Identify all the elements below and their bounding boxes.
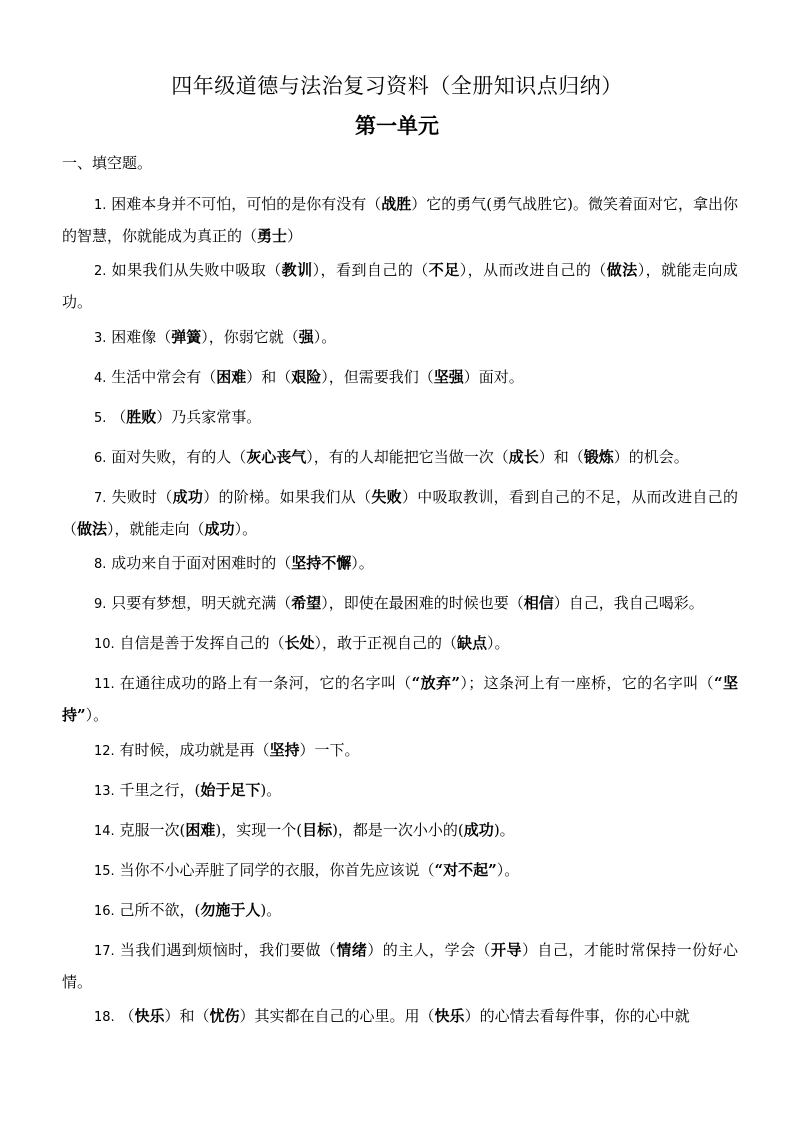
question-8: 8. 成功来自于面对困难时的（坚持不懈）。 bbox=[94, 554, 374, 572]
question-13: 13. 千里之行，(始于足下)。 bbox=[94, 781, 282, 799]
question-3: 3. 困难像（弹簧），你弱它就（强）。 bbox=[94, 328, 337, 346]
question-18: 18. （快乐）和（忧伤）其实都在自己的心里。用（快乐）的心情去看每件事，你的心中就 bbox=[94, 1007, 690, 1025]
question-11: 11. 在通往成功的路上有一条河，它的名字叫（“放弃”）；这条河上有一座桥，它的名字叫（“坚持”）。 bbox=[62, 674, 738, 724]
question-15: 15. 当你不小心弄脏了同学的衣服，你首先应该说（“对不起”）。 bbox=[94, 861, 520, 879]
question-6: 6. 面对失败，有的人（灰心丧气），有的人却能把它当做一次（成长）和（锻炼）的机会。 bbox=[94, 448, 689, 466]
question-4: 4. 生活中常会有（困难）和（艰险），但需要我们（坚强）面对。 bbox=[94, 368, 524, 386]
question-17: 17. 当我们遇到烦恼时，我们要做（情绪）的主人，学会（开导）自己，才能时常保持一份好心情。 bbox=[62, 941, 738, 991]
question-12: 12. 有时候，成功就是再（坚持）一下。 bbox=[94, 741, 360, 759]
question-2: 2. 如果我们从失败中吸取（教训），看到自己的（不足），从而改进自己的（做法），就能走向成功。 bbox=[62, 261, 738, 311]
document-title: 四年级道德与法治复习资料（全册知识点归纳） bbox=[171, 74, 623, 98]
question-14: 14. 克服一次(困难)，实现一个(目标)，都是一次小小的(成功)。 bbox=[94, 821, 515, 839]
unit-title: 第一单元 bbox=[355, 113, 439, 138]
question-7: 7. 失败时（成功）的阶梯。如果我们从（失败）中吸取教训，看到自己的不足，从而改进自己的（做法），就能走向（成功）。 bbox=[62, 488, 738, 538]
question-9: 9. 只要有梦想，明天就充满（希望），即使在最困难的时候也要（相信）自己，我自己喝彩。 bbox=[94, 594, 704, 612]
question-16: 16. 己所不欲，(勿施于人)。 bbox=[94, 901, 282, 919]
question-10: 10. 自信是善于发挥自己的（长处），敢于正视自己的（缺点）。 bbox=[94, 634, 510, 652]
section-heading: 一、填空题。 bbox=[62, 154, 153, 172]
question-1: 1. 困难本身并不可怕，可怕的是你有没有（战胜）它的勇气(勇气战胜它)。微笑着面对它，拿出你的智慧，你就能成为真正的（勇士） bbox=[62, 195, 738, 245]
question-5: 5. （胜败）乃兵家常事。 bbox=[94, 408, 262, 426]
